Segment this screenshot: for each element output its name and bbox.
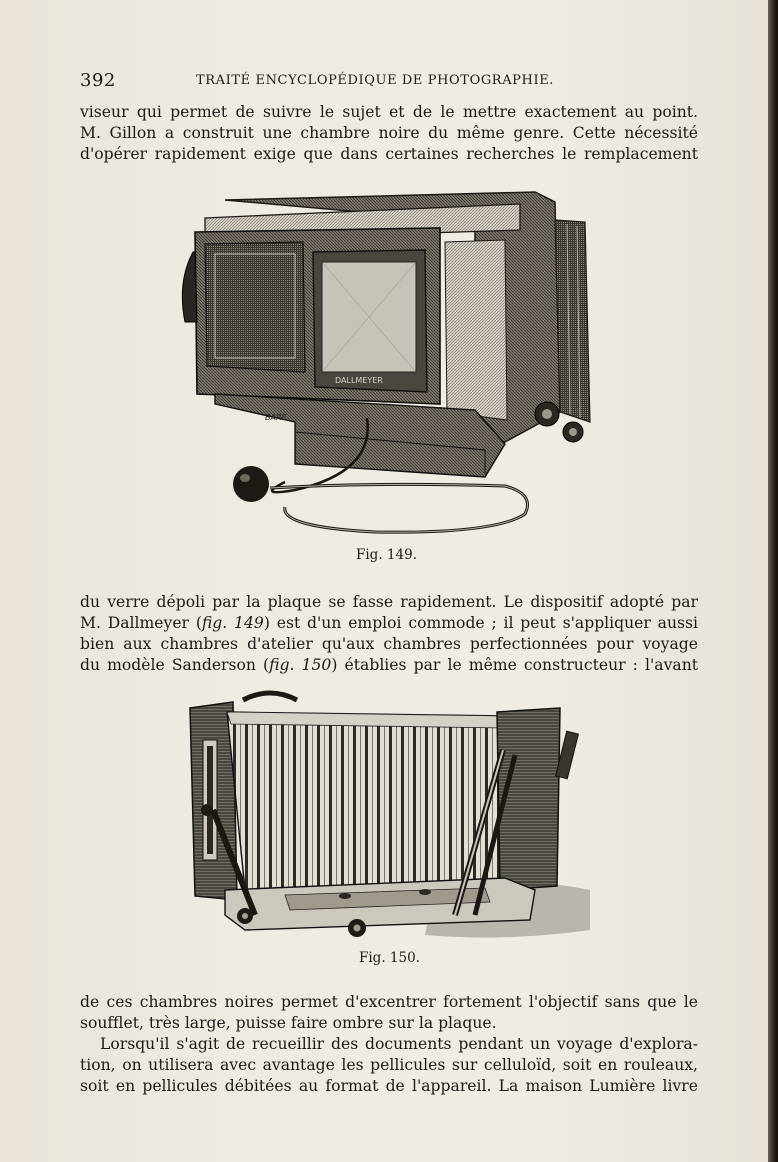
text-line [80, 655, 698, 676]
paragraph-sanderson [80, 992, 698, 1034]
text-line: soit en pellicules débitées au format de l'appareil. La maison Lumière livre [80, 1077, 698, 1095]
running-head: TRAITÉ ENCYCLOPÉDIQUE DE PHOTOGRAPHIE. [196, 73, 555, 88]
plate-label: DALLMEYER [335, 376, 383, 385]
figure-reference: fig. 149 [201, 614, 264, 632]
page-header [80, 70, 700, 92]
text-line: d'opérer rapidement exige que dans certaines recherches le remplacement [80, 145, 698, 163]
text-span: ) est d'un emploi commode ; il peut s'appliquer aussi [263, 614, 699, 632]
text-line: du verre dépoli par la plaque se fasse rapidement. Le dispositif adopté par [80, 593, 698, 611]
paragraph-intro [80, 102, 698, 165]
text-span: du modèle Sanderson ( [80, 656, 270, 674]
text-line [80, 613, 698, 634]
figure-149-caption: Fig. 149. [356, 547, 417, 563]
paragraph-exploration [80, 1034, 698, 1097]
text-line: soufflet, très large, puisse faire ombre sur la plaque. [80, 1014, 497, 1032]
text-line: bien aux chambres d'atelier qu'aux chambres perfectionnées pour voyage [80, 635, 698, 653]
figure-reference: fig. 150 [269, 656, 332, 674]
page-number: 392 [80, 70, 116, 91]
paragraph-dallmeyer [80, 592, 698, 676]
book-binding-edge [768, 0, 778, 1162]
text-span: M. Dallmeyer ( [80, 614, 202, 632]
text-line: viseur qui permet de suivre le sujet et de le mettre exactement au point. [80, 103, 698, 121]
engraver-mark: BARE [265, 413, 287, 422]
figure-150-camera-illustration [185, 690, 595, 945]
figure-149-camera-illustration [175, 182, 605, 542]
text-span: ) établies par le même constructeur : l'avant [331, 656, 699, 674]
text-line: tion, on utilisera avec avantage les pellicules sur celluloïd, soit en rouleaux, [80, 1056, 698, 1074]
text-line: Lorsqu'il s'agit de recueillir des documents pendant un voyage d'explora- [100, 1035, 698, 1053]
text-line: de ces chambres noires permet d'excentrer fortement l'objectif sans que le [80, 993, 698, 1011]
figure-150-caption: Fig. 150. [359, 950, 420, 966]
text-line: M. Gillon a construit une chambre noire du même genre. Cette nécessité [80, 124, 698, 142]
